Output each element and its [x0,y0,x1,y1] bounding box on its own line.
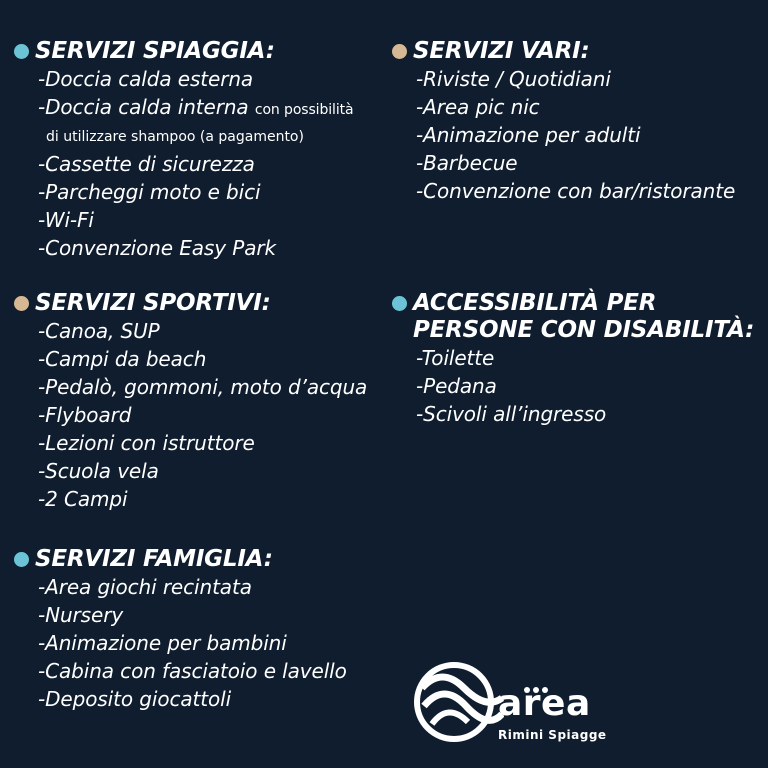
bullet-dot-icon [392,296,407,311]
service-list [14,65,353,262]
service-list [14,317,367,513]
list-item: -Deposito giocattoli [38,687,232,711]
list-item: -Pedalò, gommoni, moto d’acqua [38,375,368,399]
list-item: -Area giochi recintata [38,575,252,599]
list-item: -Lezioni con istruttore [38,431,255,455]
list-item: -Scuola vela [38,459,159,483]
list-item: -Doccia calda esterna [38,67,254,91]
list-item: -Area pic nic [416,95,540,119]
list-item: -Scivoli all’ingresso [416,402,607,426]
list-item: -Nursery [38,603,124,627]
list-item: -Convenzione Easy Park [38,236,276,260]
list-item: -Campi da beach [38,347,207,371]
list-item: -Riviste / Quotidiani [416,67,611,91]
logo-wordmark: area [498,683,591,724]
section-servizi-sportivi [14,290,367,513]
section-servizi-famiglia [14,546,347,713]
list-item: -Barbecue [416,151,518,175]
bullet-dot-icon [14,296,29,311]
list-item: -Cabina con fasciatoio e lavello [38,659,347,683]
list-item: -Toilette [416,346,495,370]
list-item: -2 Campi [38,487,128,511]
list-item: -Pedana [416,374,497,398]
list-item: -Cassette di sicurezza [38,152,255,176]
section-heading: SERVIZI SPORTIVI: [14,290,367,317]
service-list [392,344,754,428]
service-list [14,573,347,713]
list-item: -Flyboard [38,403,132,427]
item-note-continued: di utilizzare shampoo (a pagamento) [46,129,304,145]
section-servizi-spiaggia [14,38,353,262]
list-item: -Convenzione con bar/ristorante [416,179,736,203]
list-item: -Parcheggi moto e bici [38,180,261,204]
heading-line: ACCESSIBILITÀ PER [413,290,657,316]
bullet-dot-icon [392,44,407,59]
section-heading: SERVIZI VARI: [392,38,735,65]
section-accessibilita [392,290,754,428]
list-item: -Wi-Fi [38,208,94,232]
wave-mark-icon [414,658,504,748]
list-item: -Animazione per adulti [416,123,641,147]
list-item: -Animazione per bambini [38,631,287,655]
section-heading [392,290,754,344]
bullet-dot-icon [14,552,29,567]
logo-subtitle: Rimini Spiagge [498,728,607,742]
list-item: -Doccia calda interna con possibilità [38,95,354,119]
item-note: con possibilità [254,102,354,118]
bullet-dot-icon [14,44,29,59]
section-heading: SERVIZI FAMIGLIA: [14,546,347,573]
area-rimini-spiagge-logo [414,658,624,748]
list-item: -Canoa, SUP [38,319,160,343]
section-servizi-vari [392,38,735,205]
section-heading: SERVIZI SPIAGGIA: [14,38,353,65]
service-list [392,65,735,205]
heading-line: PERSONE CON DISABILITÀ: [413,317,755,343]
